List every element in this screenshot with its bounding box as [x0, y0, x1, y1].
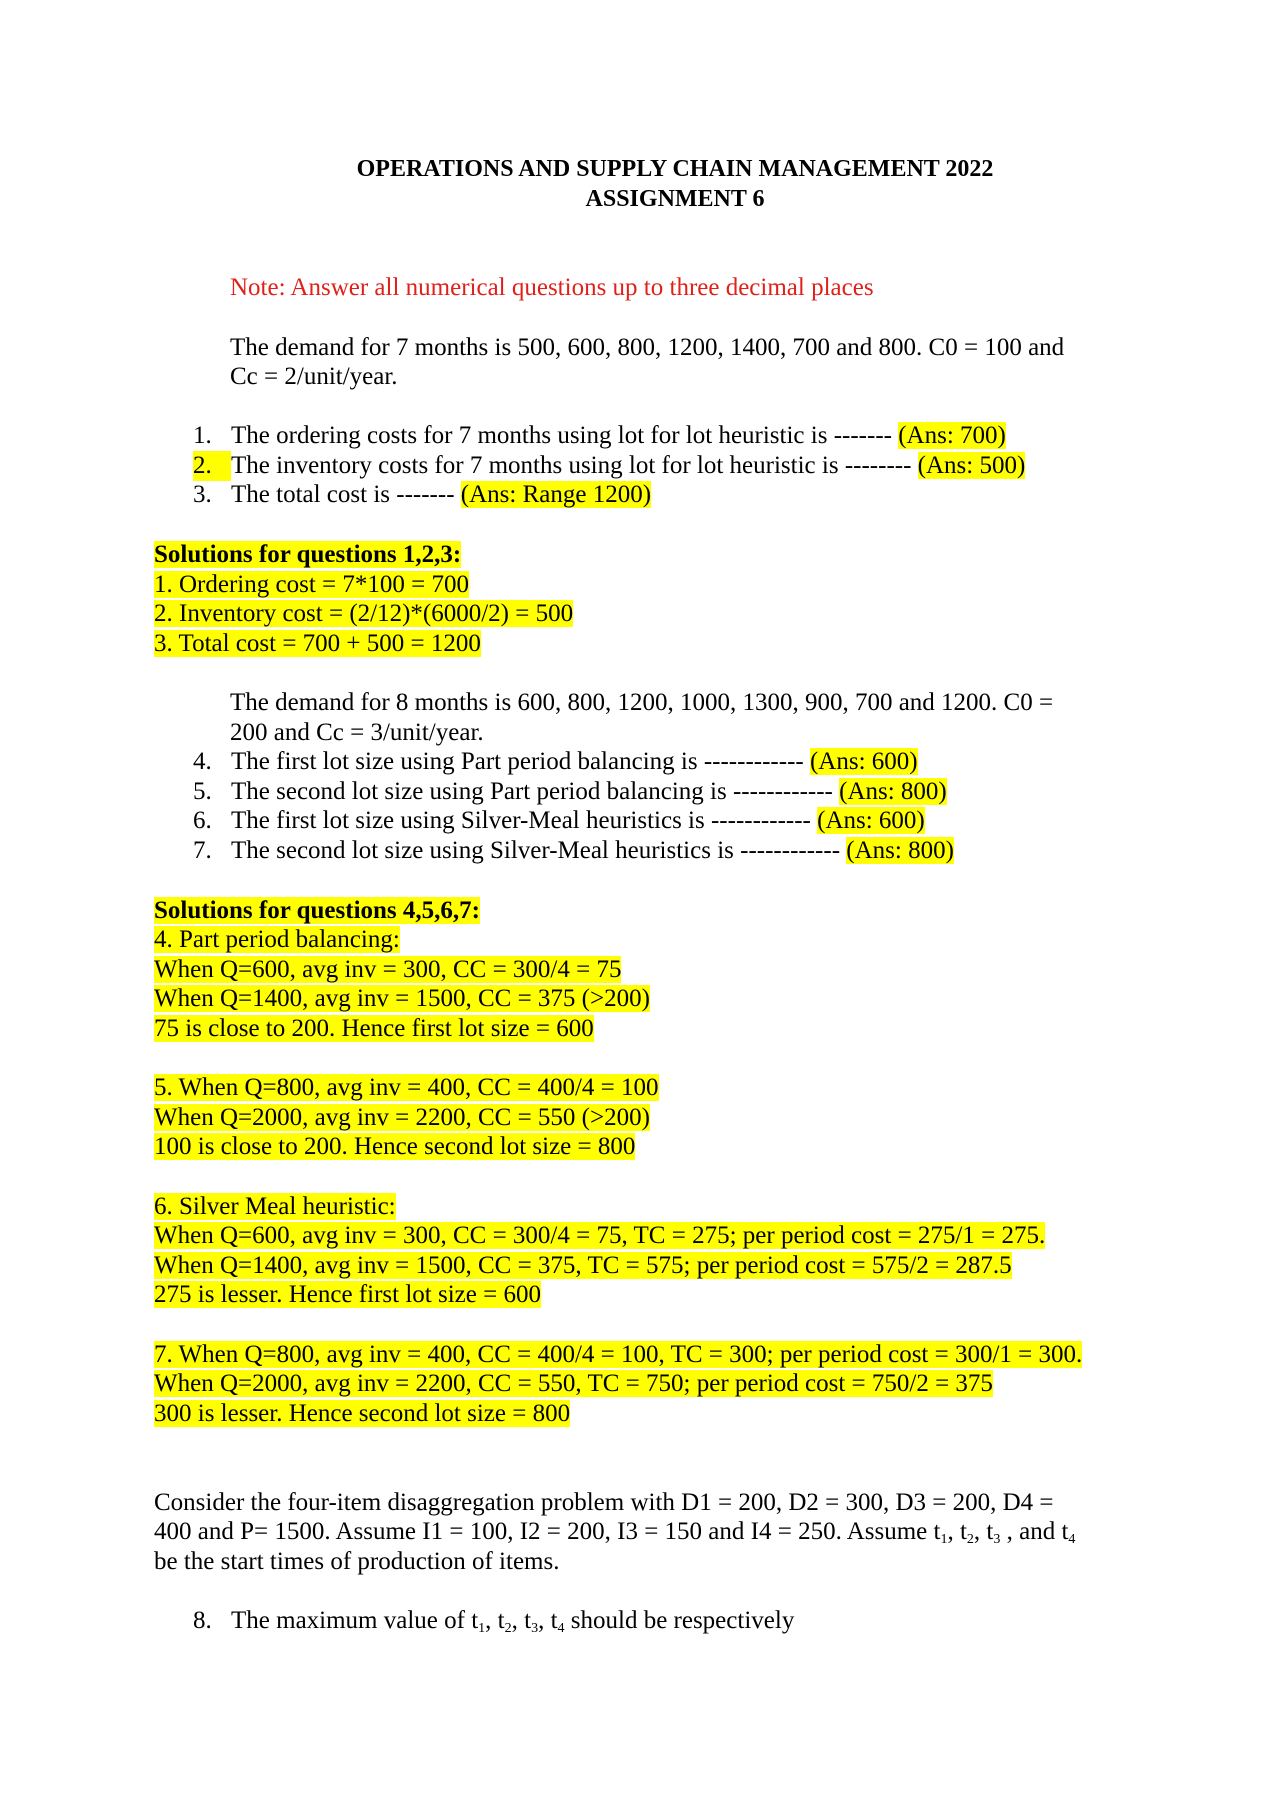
solution-line: When Q=600, avg inv = 300, CC = 300/4 = 75	[154, 956, 622, 983]
section1-intro-line1: The demand for 7 months is 500, 600, 800, 1200, 1400, 700 and 800. C0 = 100 and	[230, 334, 1065, 361]
question-3	[193, 480, 651, 510]
solution-line: 100 is close to 200. Hence second lot size = 800	[154, 1133, 636, 1160]
answer-badge: (Ans: 800)	[839, 778, 947, 805]
question-number: 1.	[193, 422, 212, 449]
answer-badge: (Ans: 600)	[817, 807, 925, 834]
section3-line1: Consider the four-item disaggregation problem with D1 = 200, D2 = 300, D3 = 200, D4 =	[154, 1489, 1054, 1516]
question-7: 7. The second lot size using Silver-Meal heuristics is ------------ (Ans: 800)	[193, 837, 954, 864]
question-2	[193, 451, 1025, 481]
answer-badge: (Ans: 800)	[846, 837, 954, 864]
solution-line: 5. When Q=800, avg inv = 400, CC = 400/4 = 100	[154, 1074, 659, 1101]
solutions-1-3-title: Solutions for questions 1,2,3:	[154, 541, 462, 568]
solution-line: When Q=2000, avg inv = 2200, CC = 550, TC = 750; per period cost = 750/2 = 375	[154, 1370, 993, 1397]
solution-line: 3. Total cost = 700 + 500 = 1200	[154, 630, 481, 657]
solution-line: 275 is lesser. Hence first lot size = 600	[154, 1281, 541, 1308]
section3-line2: 400 and P= 1500. Assume I1 = 100, I2 = 200, I3 = 150 and I4 = 250. Assume $t_1$, $t_2$, $t_3$ , and $t_4$	[154, 1518, 1076, 1547]
question-1	[193, 421, 1006, 451]
question-6: 6. The first lot size using Silver-Meal heuristics is ------------ (Ans: 600)	[193, 807, 925, 834]
solution-line: When Q=600, avg inv = 300, CC = 300/4 = 75, TC = 275; per period cost = 275/1 = 275.	[154, 1222, 1046, 1249]
answer-badge: (Ans: 600)	[809, 748, 918, 775]
question-text: The ordering costs for 7 months using lot for lot heuristic is -------	[231, 422, 892, 449]
question-text: The inventory costs for 7 months using lot for lot heuristic is --------	[231, 452, 912, 479]
section1-intro-line2: Cc = 2/unit/year.	[230, 363, 398, 390]
solution-line: 1. Ordering cost = 7*100 = 700	[154, 571, 469, 598]
doc-subtitle: ASSIGNMENT 6	[585, 186, 765, 212]
section2-intro-line2: 200 and Cc = 3/unit/year.	[230, 719, 484, 746]
solution-line: 7. When Q=800, avg inv = 400, CC = 400/4 = 100, TC = 300; per period cost = 300/1 = 300.	[154, 1341, 1083, 1368]
solution-line: 2. Inventory cost = (2/12)*(6000/2) = 500	[154, 600, 574, 627]
answer-badge: (Ans: 500)	[917, 452, 1026, 479]
doc-title: OPERATIONS AND SUPPLY CHAIN MANAGEMENT 2022	[356, 156, 994, 182]
solution-line: When Q=2000, avg inv = 2200, CC = 550 (>200)	[154, 1104, 650, 1131]
solution-line: When Q=1400, avg inv = 1500, CC = 375 (>200)	[154, 985, 650, 1012]
section2-intro-line1: The demand for 8 months is 600, 800, 1200, 1000, 1300, 900, 700 and 1200. C0 =	[230, 689, 1054, 716]
solution-line: 6. Silver Meal heuristic:	[154, 1193, 396, 1220]
answer-badge: (Ans: 700)	[898, 422, 1006, 449]
section3-line3: be the start times of production of items.	[154, 1548, 560, 1575]
solution-line: 4. Part period balancing:	[154, 926, 400, 953]
solution-line: 300 is lesser. Hence second lot size = 800	[154, 1400, 571, 1427]
question-text: The total cost is -------	[231, 481, 455, 508]
solution-line: When Q=1400, avg inv = 1500, CC = 375, TC = 575; per period cost = 575/2 = 287.5	[154, 1252, 1012, 1279]
solution-line: 75 is close to 200. Hence first lot size = 600	[154, 1015, 594, 1042]
question-number: 3.	[193, 481, 212, 508]
question-number: 2.	[193, 451, 231, 481]
solutions-4-7-title: Solutions for questions 4,5,6,7:	[154, 897, 480, 924]
question-5: 5. The second lot size using Part period balancing is ------------ (Ans: 800)	[193, 778, 947, 805]
note-text: Note: Answer all numerical questions up to three decimal places	[230, 274, 874, 301]
question-8: 8. The maximum value of $t_1$, $t_2$, $t_3$, $t_4$ should be respectively	[193, 1607, 795, 1636]
answer-badge: (Ans: Range 1200)	[460, 481, 652, 508]
question-4: 4. The first lot size using Part period balancing is ------------ (Ans: 600)	[193, 748, 918, 775]
